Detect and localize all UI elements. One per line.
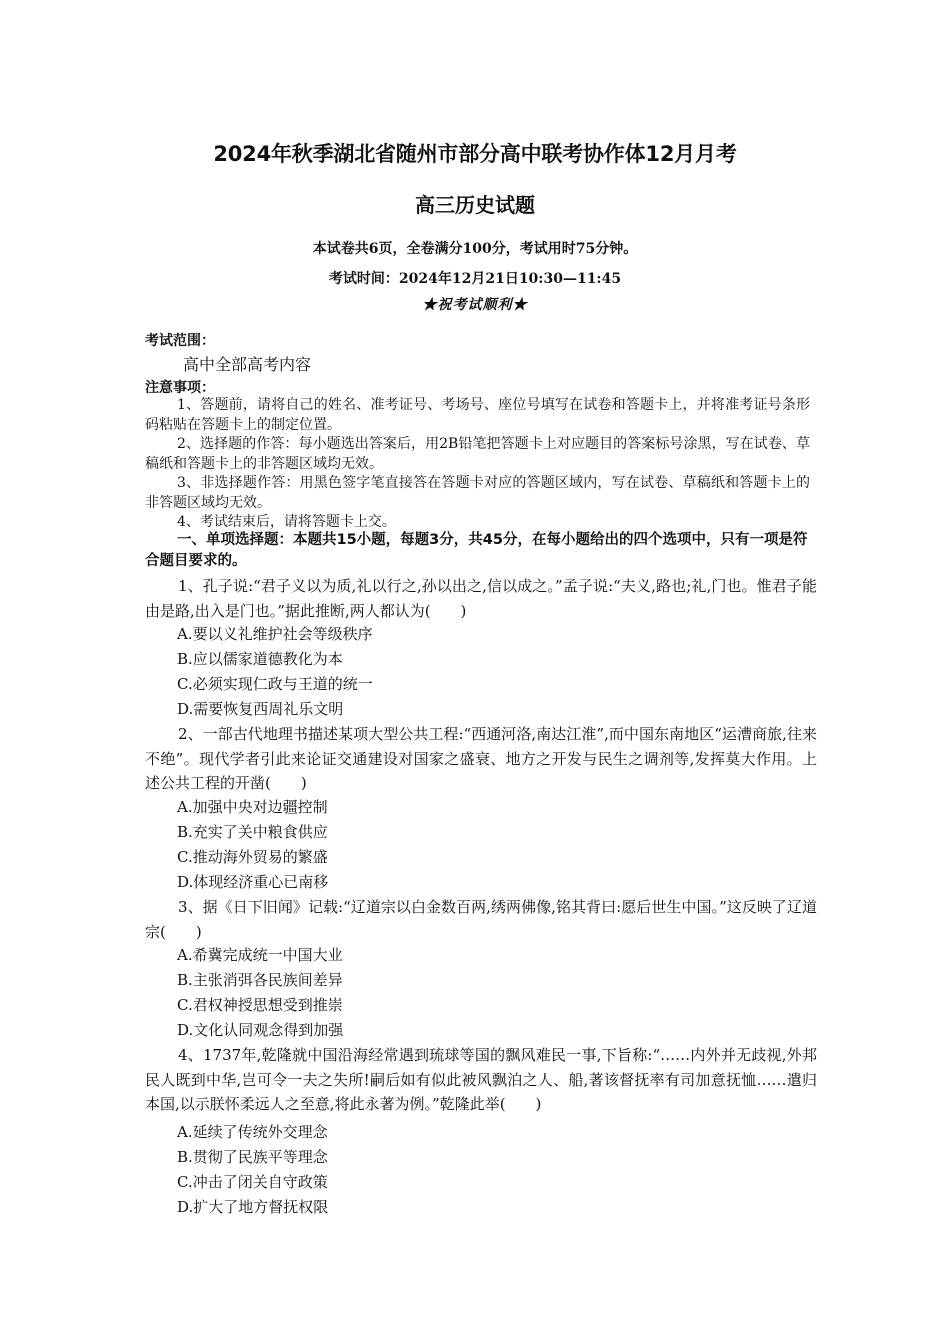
question-4-option-c: C.冲击了闭关自守政策 <box>177 1173 328 1191</box>
question-stem-4: 4、1737年,乾隆就中国沿海经常遇到琉球等国的飘风难民一事,下旨称:“……内外并无歧视,外邦民人既到中华,岂可令一夫之失所!嗣后如有似此被风飘泊之人、船,著该督抚率有司加意抚恤……遣归本国,以示朕怀柔远人之至意,将此永著为例。”乾隆此举( ) <box>145 1046 817 1113</box>
question-4-option-b: B.贯彻了民族平等理念 <box>177 1148 328 1166</box>
question-2-option-d: D.体现经济重心已南移 <box>177 873 329 891</box>
question-stem-1: 1、孔子说:“君子义以为质,礼以行之,孙以出之,信以成之。”孟子说:“夫义,路也;礼,门也。惟君子能由是路,出入是门也。”据此推断,两人都认为( ) <box>145 577 817 620</box>
question-2-option-c: C.推动海外贸易的繁盛 <box>177 848 328 866</box>
question-2-option-b: B.充实了关中粮食供应 <box>177 823 328 841</box>
question-3-option-d: D.文化认同观念得到加强 <box>177 1021 344 1039</box>
exam-info-time: 考试时间：2024年12月21日10:30—11:45 <box>328 271 622 287</box>
note-item: 1、答题前，请将自己的姓名、准考证号、考场号、座位号填写在试卷和答题卡上，并将准考证号条形码粘贴在答题卡上的制定位置。 <box>145 397 810 433</box>
question-stem-3: 3、据《日下旧闻》记载:“辽道宗以白金数百两,绣两佛像,铭其背曰:愿后世生中国。”这反映了辽道宗( ) <box>145 898 817 941</box>
scope-text: 高中全部高考内容 <box>183 355 312 374</box>
question-stem-2: 2、一部古代地理书描述某项大型公共工程:“西通河洛,南达江淮”,而中国东南地区“运漕商旅,往来不绝”。现代学者引此来论证交通建设对国家之盛衰、地方之开发与民生之调剂等,发挥莫大作用。上述公共工程的开凿( ) <box>145 725 817 792</box>
question-3-option-b: B.主张消弭各民族间差异 <box>177 971 343 989</box>
question-1-option-a: A.要以义礼维护社会等级秩序 <box>177 625 373 643</box>
question-4-option-a: A.延续了传统外交理念 <box>177 1123 328 1141</box>
question-1-option-b: B.应以儒家道德教化为本 <box>177 650 343 668</box>
question-1-option-c: C.必须实现仁政与王道的统一 <box>177 675 373 693</box>
note-item: 2、选择题的作答：每小题选出答案后，用2B铅笔把答题卡上对应题目的答案标号涂黑，写在试卷、草稿纸和答题卡上的非答题区域均无效。 <box>145 436 810 472</box>
question-1-option-d: D.需要恢复西周礼乐文明 <box>177 700 344 718</box>
question-3-option-a: A.希冀完成统一中国大业 <box>177 946 343 964</box>
exam-blessing: ★祝考试顺利★ <box>422 297 528 313</box>
notes-label: 注意事项： <box>145 380 215 396</box>
note-item: 3、非选择题作答：用黑色签字笔直接答在答题卡对应的答题区域内，写在试卷、草稿纸和答题卡上的非答题区域均无效。 <box>145 475 810 511</box>
exam-title: 2024年秋季湖北省随州市部分高中联考协作体12月月考 <box>213 142 737 166</box>
note-item: 4、考试结束后，请将答题卡上交。 <box>177 514 396 530</box>
question-3-option-c: C.君权神授思想受到推崇 <box>177 996 343 1014</box>
exam-info-pages: 本试卷共6页，全卷满分100分，考试用时75分钟。 <box>312 241 638 257</box>
question-4-option-d: D.扩大了地方督抚权限 <box>177 1198 329 1216</box>
question-2-option-a: A.加强中央对边疆控制 <box>177 798 328 816</box>
scope-label: 考试范围： <box>145 333 215 349</box>
section-heading: 一、单项选择题：本题共15小题，每题3分，共45分，在每小题给出的四个选项中，只有一项是符合题目要求的。 <box>145 532 808 569</box>
exam-subtitle: 高三历史试题 <box>415 193 535 217</box>
